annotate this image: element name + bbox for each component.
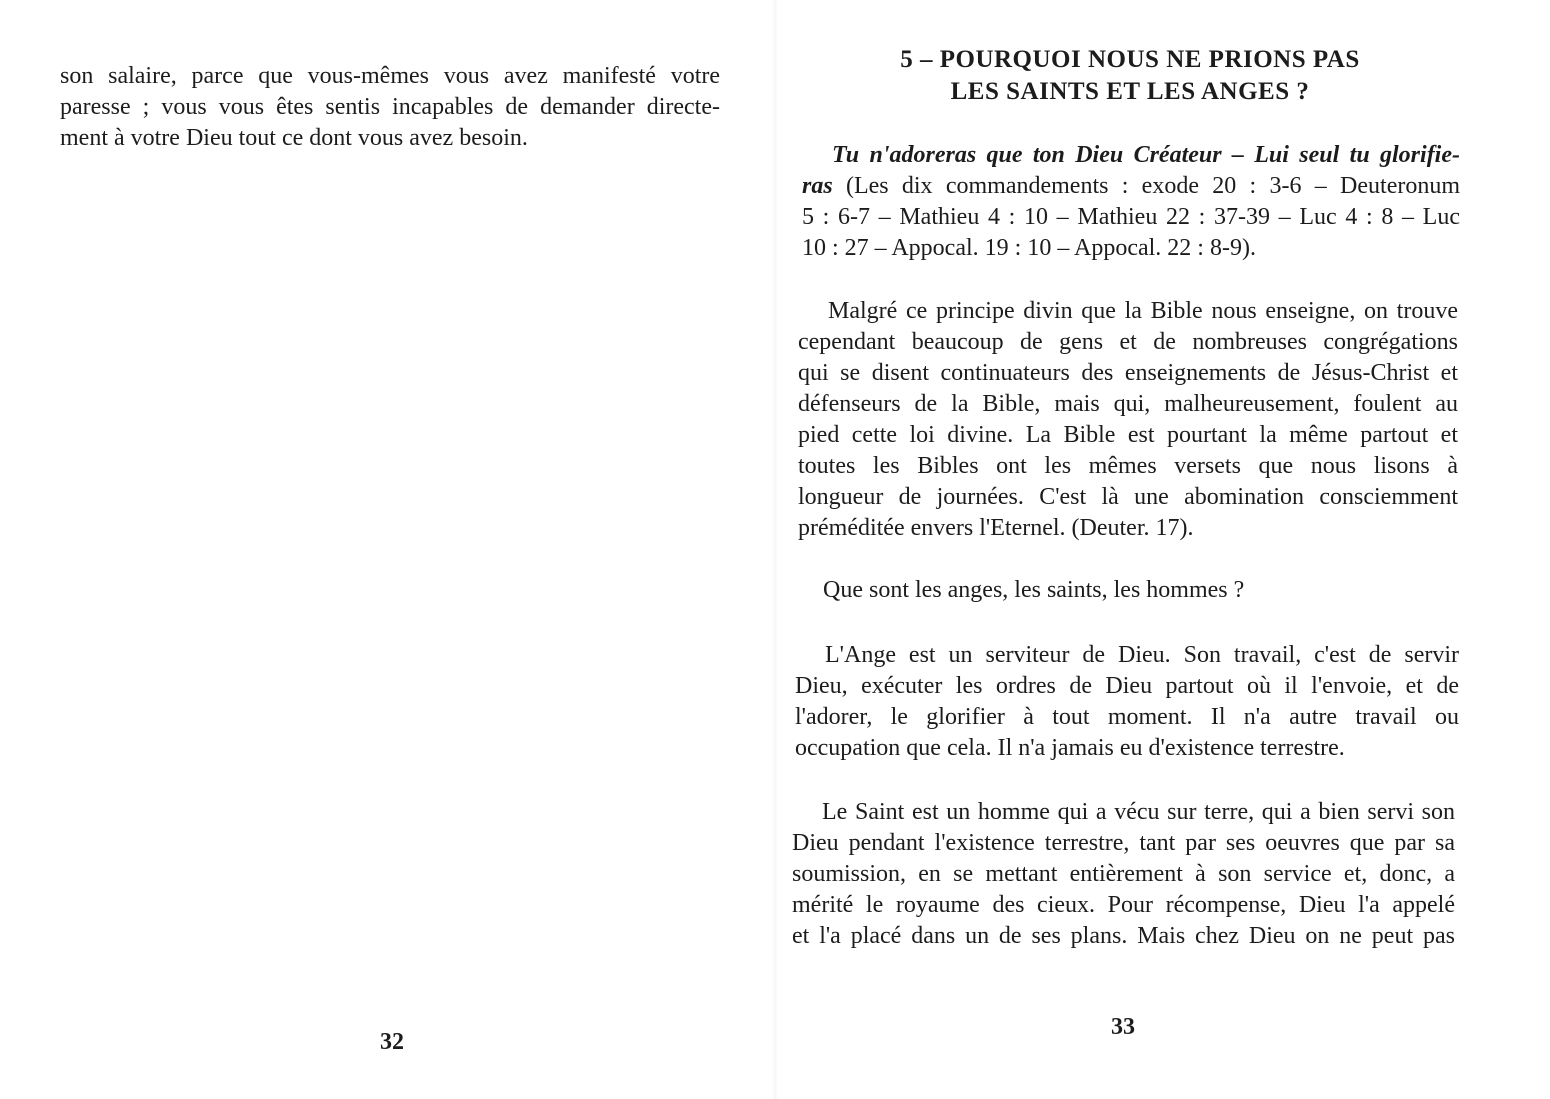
text-line: pied cette loi divine. La Bible est pourtant la même partout et xyxy=(798,422,1458,448)
commandment-quote-end: ras xyxy=(802,173,833,199)
text-line: soumission, en se mettant entièrement à son service et, donc, a xyxy=(792,861,1455,887)
reference-text: (Les dix commandements : exode 20 : 3-6 – Deuteronum xyxy=(832,173,1460,199)
text-line: défenseurs de la Bible, mais qui, malheureusement, foulent au xyxy=(798,391,1458,417)
commandment-quote-line: Tu n'adoreras que ton Dieu Créateur – Lui seul tu glorifie- xyxy=(832,142,1460,168)
text-line: occupation que cela. Il n'a jamais eu d'existence terrestre. xyxy=(795,735,1345,761)
text-line: 5 : 6-7 – Mathieu 4 : 10 – Mathieu 22 : 37-39 – Luc 4 : 8 – Luc xyxy=(802,204,1460,230)
title-line: LES SAINTS ET LES ANGES ? xyxy=(950,78,1310,105)
text-line: et l'a placé dans un de ses plans. Mais chez Dieu on ne peut pas xyxy=(792,923,1455,949)
title-line: 5 – POURQUOI NOUS NE PRIONS PAS xyxy=(900,46,1360,73)
text-line: son salaire, parce que vous-mêmes vous avez manifesté votre xyxy=(60,63,720,89)
page-number-right: 33 xyxy=(1111,1014,1135,1040)
text-line: Le Saint est un homme qui a vécu sur terre, qui a bien servi son xyxy=(822,799,1455,825)
text-line: qui se disent continuateurs des enseignements de Jésus-Christ et xyxy=(798,360,1458,386)
text-line: Que sont les anges, les saints, les hommes ? xyxy=(823,577,1245,603)
text-line: paresse ; vous vous êtes sentis incapables de demander directe- xyxy=(60,94,720,120)
right-page xyxy=(775,0,1550,1099)
page-number-left: 32 xyxy=(380,1029,404,1055)
chapter-title xyxy=(780,44,1480,108)
text-line: 10 : 27 – Appocal. 19 : 10 – Appocal. 22 : 8-9). xyxy=(802,235,1256,261)
angel-paragraph xyxy=(795,640,1459,764)
text-line: ment à votre Dieu tout ce dont vous avez besoin. xyxy=(60,125,528,151)
text-line: préméditée envers l'Eternel. (Deuter. 17). xyxy=(798,515,1194,541)
text-line: Malgré ce principe divin que la Bible nous enseigne, on trouve xyxy=(828,298,1458,324)
left-page-text xyxy=(60,61,720,154)
text-line: mérité le royaume des cieux. Pour récompense, Dieu l'a appelé xyxy=(792,892,1455,918)
text-line: Dieu, exécuter les ordres de Dieu partout où il l'envoie, et de xyxy=(795,673,1459,699)
text-line: L'Ange est un serviteur de Dieu. Son travail, c'est de servir xyxy=(825,642,1459,668)
principle-paragraph xyxy=(798,296,1458,544)
text-line: cependant beaucoup de gens et de nombreuses congrégations xyxy=(798,329,1458,355)
saint-paragraph xyxy=(792,797,1455,952)
commandment-paragraph xyxy=(802,140,1460,264)
text-line: toutes les Bibles ont les mêmes versets que nous lisons à xyxy=(798,453,1458,479)
text-line: l'adorer, le glorifier à tout moment. Il n'a autre travail ou xyxy=(795,704,1459,730)
text-line: Dieu pendant l'existence terrestre, tant par ses oeuvres que par sa xyxy=(792,830,1455,856)
text-line xyxy=(802,171,1460,202)
text-line: longueur de journées. C'est là une abomination consciemment xyxy=(798,484,1458,510)
question-paragraph xyxy=(823,575,1423,606)
